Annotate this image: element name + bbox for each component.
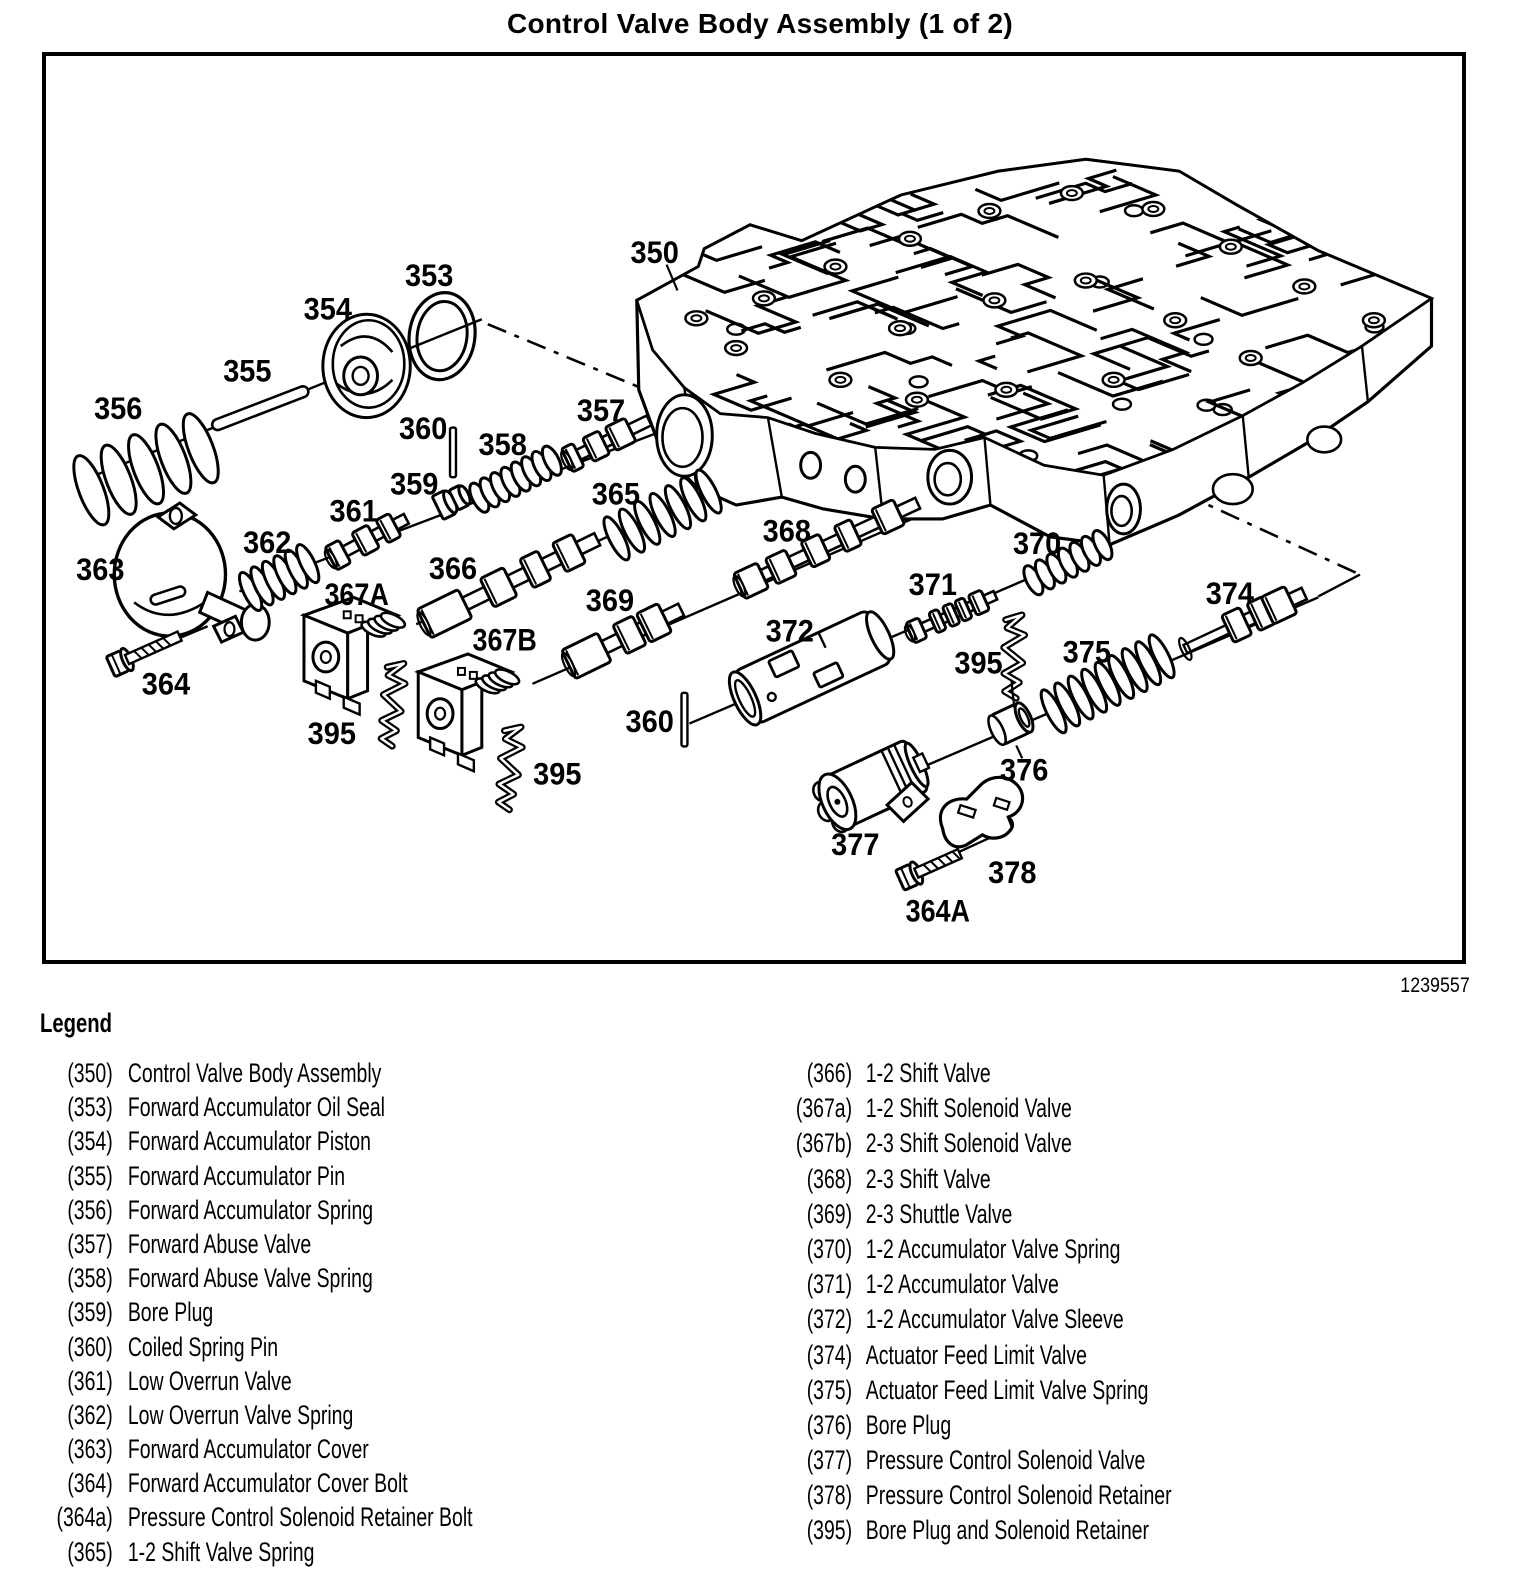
- legend-row: [40, 1227, 473, 1261]
- callout-356: 356: [94, 390, 143, 427]
- callout-355: 355: [223, 352, 272, 389]
- legend-part-name: Forward Abuse Valve Spring: [127, 1263, 373, 1294]
- legend-part-number: (366): [806, 1058, 853, 1088]
- legend-part-name: 1-2 Accumulator Valve Spring: [865, 1233, 1121, 1264]
- callout-360: 360: [625, 703, 674, 740]
- legend-heading: Legend: [40, 1008, 113, 1038]
- legend-row: [40, 1193, 473, 1227]
- legend-row: [770, 1056, 1172, 1091]
- legend-part-name: Forward Accumulator Cover: [127, 1434, 369, 1465]
- legend-part-number: (370): [806, 1233, 853, 1264]
- callout-363: 363: [76, 551, 125, 588]
- legend-row: [770, 1338, 1172, 1373]
- legend-part-number: (364a): [56, 1502, 113, 1533]
- part-forward-accumulator-piston-354: [323, 314, 410, 417]
- legend-part-name: Forward Accumulator Piston: [127, 1126, 371, 1157]
- legend-part-name: 2-3 Shift Solenoid Valve: [865, 1128, 1072, 1159]
- legend-row: [40, 1535, 473, 1569]
- legend-part-number: (378): [806, 1480, 853, 1511]
- legend-row: [40, 1056, 473, 1090]
- part-solenoid-retainer-clip-395-left: [376, 661, 407, 746]
- callout-367a: 367A: [324, 575, 389, 612]
- legend-row: [40, 1261, 473, 1295]
- legend-part-number: (362): [67, 1399, 113, 1430]
- legend-part-name: Coiled Spring Pin: [127, 1331, 279, 1362]
- legend-part-name: Forward Accumulator Cover Bolt: [127, 1468, 408, 1499]
- legend-part-number: (375): [806, 1374, 853, 1405]
- legend-part-name: Forward Abuse Valve: [127, 1228, 312, 1259]
- legend-part-number: (368): [806, 1163, 853, 1194]
- callout-370: 370: [1012, 525, 1062, 562]
- legend-part-name: 2-3 Shift Valve: [865, 1163, 991, 1194]
- legend-row: [770, 1302, 1172, 1337]
- legend-part-name: Bore Plug and Solenoid Retainer: [865, 1515, 1149, 1546]
- callout-360: 360: [399, 409, 448, 446]
- legend-row: [770, 1443, 1172, 1478]
- part-1-2-shift-solenoid-valve-367a: [304, 597, 407, 714]
- legend-row: [40, 1090, 473, 1124]
- callout-353: 353: [405, 256, 454, 293]
- callout-372: 372: [765, 612, 814, 649]
- legend-row: [40, 1330, 473, 1364]
- legend-row: [770, 1373, 1172, 1408]
- legend-part-name: Low Overrun Valve Spring: [127, 1399, 354, 1430]
- legend-row: [770, 1478, 1172, 1513]
- callout-374: 374: [1205, 574, 1255, 611]
- legend-part-number: (372): [806, 1304, 853, 1335]
- callout-359: 359: [390, 465, 439, 502]
- callout-364a: 364A: [905, 892, 971, 929]
- legend-part-name: Actuator Feed Limit Valve Spring: [865, 1374, 1149, 1405]
- legend-part-name: 2-3 Shuttle Valve: [865, 1198, 1013, 1229]
- callout-364: 364: [141, 665, 191, 702]
- legend-part-number: (355): [67, 1160, 113, 1191]
- callout-378: 378: [988, 854, 1037, 891]
- legend-row: [770, 1408, 1172, 1443]
- callout-358: 358: [478, 425, 527, 462]
- legend-part-number: (367b): [795, 1128, 853, 1159]
- legend-part-number: (353): [67, 1092, 113, 1123]
- legend-part-name: Actuator Feed Limit Valve: [865, 1339, 1087, 1370]
- callout-368: 368: [762, 512, 811, 549]
- legend-part-name: Bore Plug: [127, 1297, 214, 1328]
- callout-367b: 367B: [472, 621, 537, 658]
- figure-number: 1239557: [1400, 974, 1470, 997]
- legend-part-number: (361): [67, 1365, 113, 1396]
- legend-part-name: Bore Plug: [865, 1409, 952, 1440]
- callout-395: 395: [533, 755, 582, 792]
- callout-361: 361: [329, 492, 378, 529]
- legend-part-number: (365): [67, 1536, 113, 1567]
- legend-row: [40, 1124, 473, 1158]
- callout-395: 395: [954, 644, 1003, 681]
- legend-row: [770, 1513, 1172, 1548]
- callout-357: 357: [576, 392, 626, 429]
- callout-375: 375: [1062, 633, 1111, 670]
- legend-part-name: 1-2 Accumulator Valve Sleeve: [865, 1304, 1124, 1335]
- legend-part-name: 1-2 Shift Solenoid Valve: [865, 1093, 1072, 1124]
- legend-part-name: Pressure Control Solenoid Retainer: [865, 1480, 1172, 1511]
- legend-row: [40, 1466, 473, 1500]
- part-solenoid-retainer-clip-395-right: [1000, 614, 1026, 699]
- callout-362: 362: [243, 524, 292, 561]
- callout-354: 354: [303, 290, 353, 327]
- legend-row: [40, 1295, 473, 1329]
- legend-part-name: 1-2 Shift Valve Spring: [127, 1536, 315, 1567]
- legend-part-name: Control Valve Body Assembly: [127, 1058, 382, 1088]
- callout-350: 350: [630, 234, 679, 271]
- legend-part-number: (356): [67, 1194, 113, 1225]
- legend-row: [40, 1398, 473, 1432]
- legend-part-number: (359): [67, 1297, 113, 1328]
- callout-377: 377: [831, 826, 880, 863]
- legend-part-name: 1-2 Accumulator Valve: [865, 1269, 1059, 1300]
- legend-part-number: (360): [67, 1331, 113, 1362]
- legend-row: [770, 1162, 1172, 1197]
- legend-row: [40, 1364, 473, 1398]
- part-coiled-spring-pin-360-lower: [681, 693, 687, 747]
- legend-row: [770, 1126, 1172, 1161]
- part-coiled-spring-pin-360-upper: [450, 428, 456, 478]
- legend-part-number: (350): [67, 1058, 113, 1088]
- legend-row: [40, 1159, 473, 1193]
- legend-part-name: Pressure Control Solenoid Retainer Bolt: [127, 1502, 473, 1533]
- legend-part-name: Forward Accumulator Oil Seal: [127, 1092, 385, 1123]
- legend-row: [770, 1197, 1172, 1232]
- callout-395: 395: [307, 714, 356, 751]
- legend-column-left: [40, 1056, 641, 1569]
- legend-row: [770, 1091, 1172, 1126]
- legend-part-name: Forward Accumulator Spring: [127, 1194, 374, 1225]
- page-title: Control Valve Body Assembly (1 of 2): [506, 8, 1014, 39]
- legend-part-number: (358): [67, 1263, 113, 1294]
- part-forward-accumulator-spring-356: [67, 410, 226, 529]
- legend-part-number: (371): [806, 1269, 853, 1300]
- legend-part-number: (374): [806, 1339, 853, 1370]
- legend-part-number: (377): [806, 1445, 853, 1476]
- callout-369: 369: [585, 581, 635, 618]
- part-solenoid-retainer-clip-395-mid: [494, 725, 525, 810]
- legend-part-number: (369): [806, 1198, 853, 1229]
- exploded-diagram-svg: [46, 56, 1462, 960]
- legend-part-name: 1-2 Shift Valve: [865, 1058, 991, 1088]
- legend-part-number: (357): [67, 1228, 113, 1259]
- legend-row: [40, 1500, 473, 1534]
- part-pressure-control-solenoid-retainer-378: [940, 777, 1022, 846]
- callout-376: 376: [1000, 751, 1049, 788]
- legend-part-name: Forward Accumulator Pin: [127, 1160, 346, 1191]
- part-bore-plug-376: [985, 700, 1037, 747]
- part-forward-accumulator-pin-355: [211, 385, 310, 432]
- legend-part-name: Pressure Control Solenoid Valve: [865, 1445, 1146, 1476]
- legend-part-name: Low Overrun Valve: [127, 1365, 292, 1396]
- legend-column-right: [770, 1056, 1328, 1549]
- legend-row: [770, 1232, 1172, 1267]
- legend-part-number: (354): [67, 1126, 113, 1157]
- callout-366: 366: [428, 550, 478, 587]
- legend-row: [40, 1432, 473, 1466]
- legend-part-number: (367a): [795, 1093, 853, 1124]
- diagram-box: [42, 52, 1466, 964]
- legend-part-number: (364): [67, 1468, 113, 1499]
- callout-371: 371: [908, 565, 957, 602]
- callout-365: 365: [591, 475, 641, 512]
- legend-part-number: (363): [67, 1434, 113, 1465]
- legend-part-number: (395): [806, 1515, 853, 1546]
- part-pressure-control-solenoid-retainer-bolt-364a: [895, 843, 965, 891]
- legend-row: [770, 1267, 1172, 1302]
- legend-part-number: (376): [806, 1409, 853, 1440]
